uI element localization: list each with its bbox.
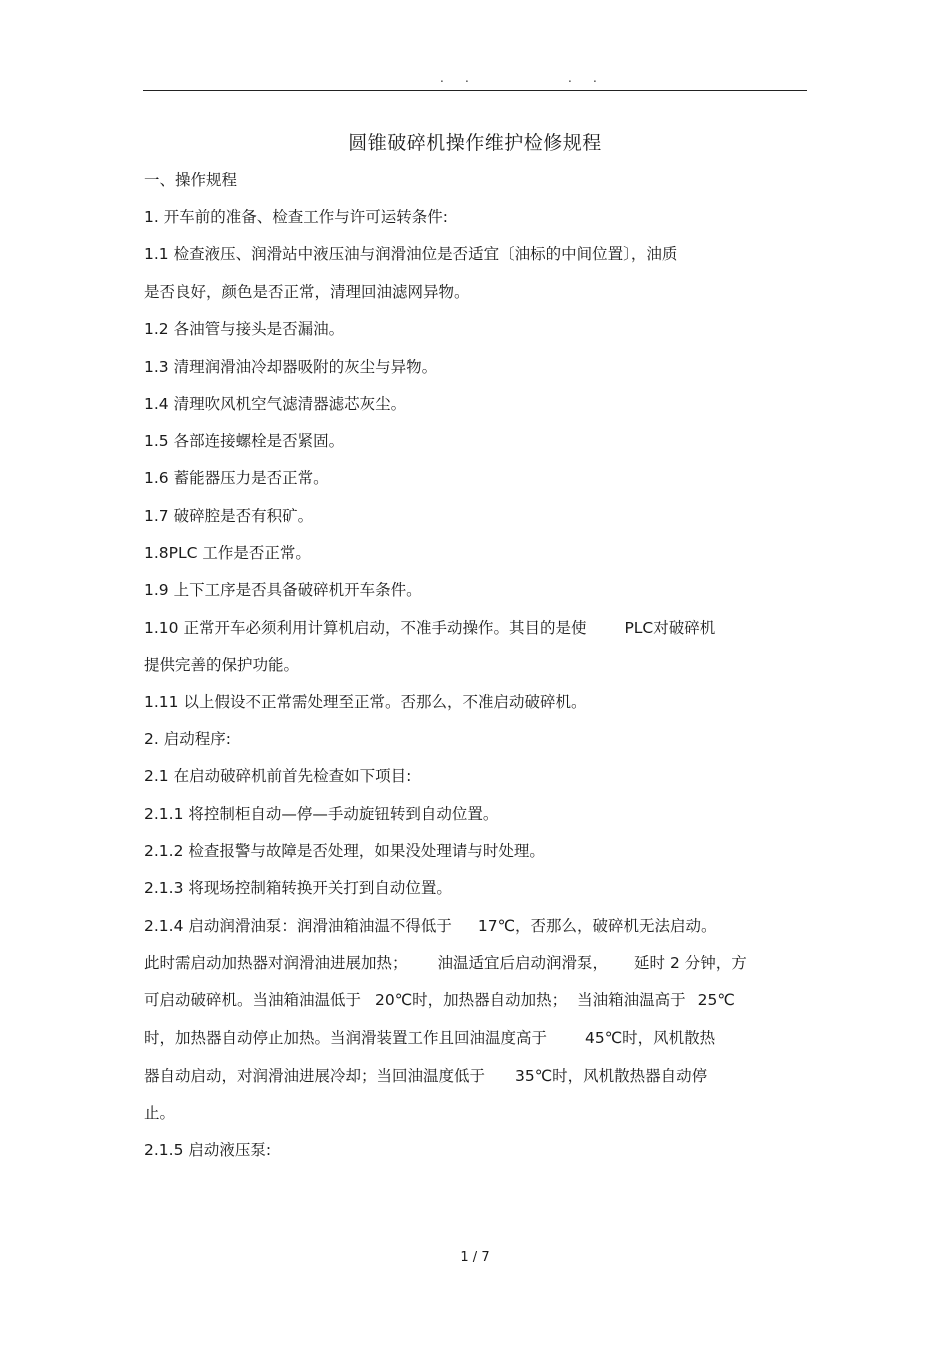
paragraph-line: 1.1 检查液压、润滑站中液压油与润滑油位是否适宜〔油标的中间位置〕，油质 (144, 245, 678, 263)
paragraph-line: 1.6 蓄能器压力是否正常。 (144, 469, 329, 487)
line-segment: 可启动破碎机。当油箱油温低于 (144, 991, 362, 1009)
header-dot: . (440, 71, 444, 85)
paragraph-line: 是否良好，颜色是否正常，清理回油滤网异物。 (144, 283, 470, 301)
line-segment: 2.1.4 启动润滑油泵：润滑油箱油温不得低于 (144, 917, 452, 935)
paragraph-line: 1.8PLC 工作是否正常。 (144, 544, 311, 562)
paragraph-line (144, 1028, 715, 1048)
paragraph-line (144, 1066, 707, 1086)
paragraph-line (144, 618, 715, 638)
paragraph-line (144, 990, 735, 1010)
section-heading: 一、操作规程 (144, 171, 238, 189)
line-segment: 油温适宜后启动润滑泵， (437, 954, 609, 972)
header-rule (143, 90, 807, 91)
paragraph-line: 1.9 上下工序是否具备破碎机开车条件。 (144, 581, 422, 599)
page-number: 1 / 7 (460, 1250, 490, 1265)
paragraph-line: 1.3 清理润滑油冷却器吸附的灰尘与异物。 (144, 358, 438, 376)
paragraph-line: 1.2 各油管与接头是否漏油。 (144, 320, 345, 338)
paragraph-line (144, 916, 717, 936)
line-segment: 时，加热器自动停止加热。当润滑装置工作且回油温度高于 (144, 1029, 548, 1047)
line-segment: 35℃时，风机散热器自动停 (515, 1067, 708, 1085)
paragraph-line: 1.7 破碎腔是否有积矿。 (144, 507, 314, 525)
paragraph-line: 2.1.3 将现场控制箱转换开关打到自动位置。 (144, 879, 452, 897)
paragraph-line: 止。 (144, 1104, 176, 1122)
line-segment: 1.10 正常开车必须利用计算机启动，不准手动操作。其目的是使 (144, 619, 587, 637)
paragraph-line: 2.1.1 将控制柜自动—停—手动旋钮转到自动位置。 (144, 805, 499, 823)
line-segment: 45℃时，风机散热 (585, 1029, 716, 1047)
paragraph-line: 提供完善的保护功能。 (144, 656, 300, 674)
line-segment: 17℃，否那么，破碎机无法启动。 (477, 917, 717, 935)
paragraph-line: 1.11 以上假设不正常需处理至正常。否那么，不准启动破碎机。 (144, 693, 587, 711)
line-segment: 25℃ (697, 991, 735, 1009)
line-segment: 延时 2 分钟，方 (634, 954, 747, 972)
header-dot: . (593, 71, 597, 85)
paragraph-line: 1. 开车前的准备、检查工作与许可运转条件: (144, 208, 448, 226)
line-segment: 20℃时，加热器自动加热； (375, 991, 568, 1009)
line-segment: 器自动启动，对润滑油进展冷却；当回油温度低于 (144, 1067, 486, 1085)
header-dots (0, 72, 950, 86)
line-segment: PLC对破碎机 (624, 619, 716, 637)
paragraph-line: 2.1.5 启动液压泵: (144, 1141, 272, 1159)
header-dot: . (568, 71, 572, 85)
header-dot: . (465, 71, 469, 85)
paragraph-line (144, 953, 747, 973)
paragraph-line: 1.5 各部连接螺栓是否紧固。 (144, 432, 345, 450)
line-segment: 当油箱油温高于 (577, 991, 686, 1009)
line-segment: 此时需启动加热器对润滑油进展加热； (144, 954, 408, 972)
document-title: 圆锥破碎机操作维护检修规程 (348, 132, 602, 154)
paragraph-line: 1.4 清理吹风机空气滤清器滤芯灰尘。 (144, 395, 407, 413)
paragraph-line: 2.1 在启动破碎机前首先检查如下项目: (144, 767, 412, 785)
section-heading: 2. 启动程序: (144, 730, 231, 748)
paragraph-line: 2.1.2 检查报警与故障是否处理，如果没处理请与时处理。 (144, 842, 545, 860)
